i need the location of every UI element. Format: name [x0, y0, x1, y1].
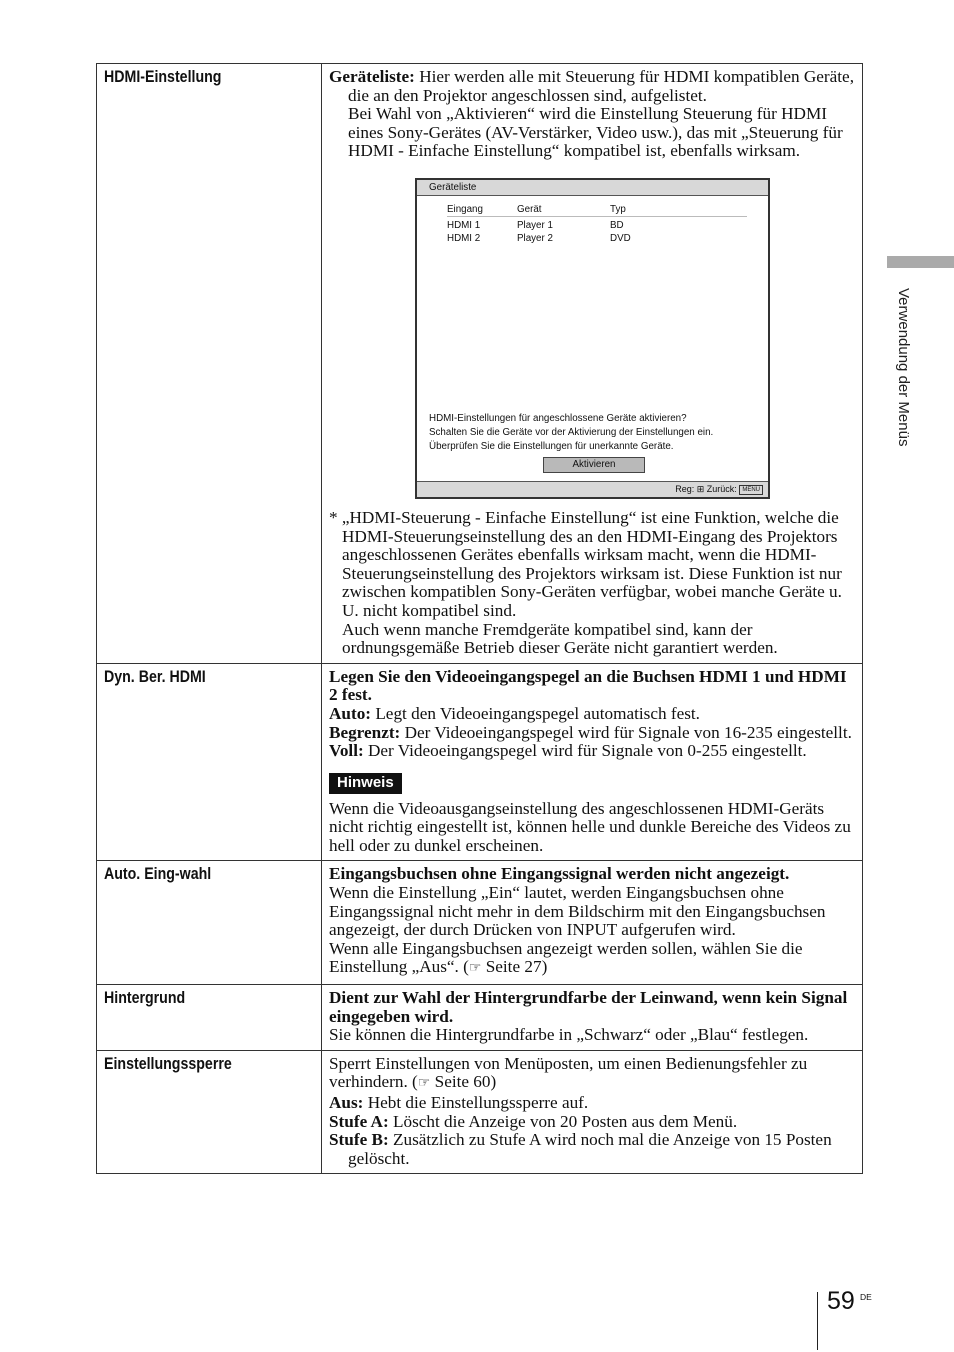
screen-footer — [417, 481, 768, 497]
page-reference[interactable]: Seite 60) — [430, 1072, 497, 1092]
text: Sperrt Einstellungen von Menüposten, um einen Bedienungsfehler zu verhindern. ( — [329, 1053, 808, 1092]
desc-intro — [329, 989, 855, 1026]
side-tab-marker — [887, 256, 954, 268]
row-description — [322, 64, 863, 664]
term: Stufe B: — [329, 1130, 389, 1150]
hint-back: Zurück: — [706, 483, 737, 494]
note-text: Wenn die Videoausgangseinstellung des angeschlossenen HDMI-Geräts nicht richtig eingestellt ist, können helle und dunkle Bereiche des Videos zu hell oder zu dunkel erscheinen. — [329, 798, 851, 855]
settings-table — [96, 63, 863, 1174]
desc-paragraph — [329, 940, 855, 979]
desc-paragraph: Wenn die Einstellung „Ein“ lautet, werden Eingangsbuchsen ohne Eingangssignal nicht mehr in dem Bildschirm mit den Eingangsbuchsen angezeigt, der durch Drücken von INPUT aufgerufen wird. — [329, 883, 826, 940]
side-tab-label: Verwendung der Menüs — [895, 288, 912, 447]
row-label — [97, 64, 322, 664]
screen-hint — [675, 483, 763, 496]
text: Löscht die Anzeige von 20 Posten aus dem Menü. — [388, 1111, 738, 1131]
intro-text: Dient zur Wahl der Hintergrundfarbe der Leinwand, wenn kein Signal eingegeben wird. — [329, 988, 848, 1026]
desc-intro — [329, 668, 855, 705]
device-name: Player 2 — [517, 232, 553, 244]
text: Zusätzlich zu Stufe A wird noch mal die Anzeige von 15 Posten gelöscht. — [348, 1130, 832, 1168]
row-label — [97, 861, 322, 985]
term: Voll: — [329, 741, 364, 761]
footnote: * „HDMI-Steuerung - Einfache Einstellung“ ist eine Funktion, welche die HDMI-Steuerungseinstellung des an den HDMI-Eingang des Projektors angeschlossenen Gerätes ebenfalls wirksam macht, wenn die HDMI-Steuerungseinstellung des Projektors wirksam ist. Diese Funktion ist nur zwischen kompatiblen Sony-Geräten verfügbar, wobei manche Geräte u. U. nicht kompatibel sind. — [329, 507, 842, 620]
menu-key-icon: MENU — [739, 485, 763, 495]
table-row — [97, 64, 863, 664]
row-description — [322, 861, 863, 985]
col-header-input: Eingang — [447, 203, 483, 215]
message-line: Schalten Sie die Geräte vor der Aktivierung der Einstellungen ein. — [429, 426, 714, 438]
desc-paragraph — [329, 1055, 855, 1094]
term: Begrenzt: — [329, 722, 401, 742]
screen-title: Geräteliste — [417, 180, 768, 196]
page-number: 59 — [827, 1287, 855, 1315]
text: Hebt die Einstellungssperre auf. — [363, 1093, 589, 1112]
label-text: Auto. Eing-wahl — [104, 865, 212, 884]
term: Stufe A: — [329, 1111, 389, 1131]
row-description — [322, 985, 863, 1051]
text: Der Videoeingangspegel wird für Signale von 0-255 eingestellt. — [363, 741, 807, 761]
intro-text: Eingangsbuchsen ohne Eingangssignal werden nicht angezeigt. — [329, 864, 790, 884]
col-header-type: Typ — [610, 203, 626, 215]
label-text: Dyn. Ber. HDMI — [104, 667, 206, 686]
term: Geräteliste: — [329, 67, 415, 86]
intro-text: Legen Sie den Videoeingangspegel an die Buchsen HDMI 1 und HDMI 2 fest. — [329, 666, 847, 705]
page-reference[interactable]: Seite 27) — [481, 957, 548, 977]
option-stufe-b — [329, 1131, 855, 1168]
table-row — [97, 663, 863, 861]
cross-key-icon: ⊞ — [696, 483, 705, 494]
option-voll — [329, 742, 855, 761]
device-row — [447, 219, 747, 232]
desc-paragraph: Bei Wahl von „Aktivieren“ wird die Einstellung Steuerung für HDMI eines Sony-Gerätes (AV-Verstärker, Video usw.), das mit „Steuerung für HDMI - Einfache Einstellung“ kompatibel ist, ebenfalls wirksam. — [348, 104, 843, 161]
label-text: Hintergrund — [104, 989, 186, 1008]
term: Aus: — [329, 1093, 364, 1112]
col-header-device: Gerät — [517, 203, 542, 215]
row-description — [322, 1050, 863, 1174]
device-name: Player 1 — [517, 219, 553, 231]
device-type: DVD — [610, 232, 631, 244]
page-reference-icon: ☞ — [417, 1076, 431, 1092]
screen-message — [429, 412, 713, 454]
text: Hier werden alle mit Steuerung für HDMI kompatiblen Geräte, die an den Projektor angeschlossen sind, aufgelistet. — [348, 67, 854, 105]
table-row — [97, 1050, 863, 1174]
text: Wenn alle Eingangsbuchsen angezeigt werden sollen, wählen Sie die Einstellung „Aus“. ( — [329, 938, 803, 977]
message-line: HDMI-Einstellungen für angeschlossene Geräte aktivieren? — [429, 412, 687, 424]
desc-paragraph: Sie können die Hintergrundfarbe in „Schwarz“ oder „Blau“ festlegen. — [329, 1025, 809, 1045]
device-row — [447, 232, 747, 245]
row-label — [97, 663, 322, 861]
row-label — [97, 985, 322, 1051]
option-begrenzt — [329, 724, 855, 743]
device-input: HDMI 1 — [447, 219, 481, 231]
screen-header — [447, 203, 747, 217]
option-aus — [329, 1094, 855, 1113]
note-badge: Hinweis — [329, 773, 402, 794]
text: Legt den Videoeingangspegel automatisch fest. — [371, 703, 700, 723]
option-stufe-a — [329, 1113, 855, 1132]
page-language: DE — [860, 1292, 872, 1302]
message-line: Überprüfen Sie die Einstellungen für unerkannte Geräte. — [429, 440, 674, 452]
hint-reg: Reg: — [675, 483, 695, 494]
activate-button[interactable]: Aktivieren — [543, 457, 645, 473]
footnote: Auch wenn manche Fremdgeräte kompatibel sind, kann der ordnungsgemäße Betrieb dieser Geräte nicht garantiert werden. — [342, 619, 778, 658]
row-description — [322, 663, 863, 861]
option-auto — [329, 705, 855, 724]
device-input: HDMI 2 — [447, 232, 481, 244]
label-text: HDMI-Einstellung — [104, 68, 222, 86]
page-reference-icon: ☞ — [468, 961, 482, 977]
page-number-divider — [817, 1292, 818, 1350]
desc-intro — [329, 865, 855, 884]
table-row — [97, 861, 863, 985]
desc-paragraph — [329, 68, 855, 105]
row-label — [97, 1050, 322, 1174]
device-list-screen — [415, 178, 770, 499]
text: Der Videoeingangspegel wird für Signale von 16-235 eingestellt. — [400, 722, 852, 742]
label-text: Einstellungssperre — [104, 1054, 232, 1073]
table-row — [97, 985, 863, 1051]
device-type: BD — [610, 219, 624, 231]
term: Auto: — [329, 703, 372, 723]
